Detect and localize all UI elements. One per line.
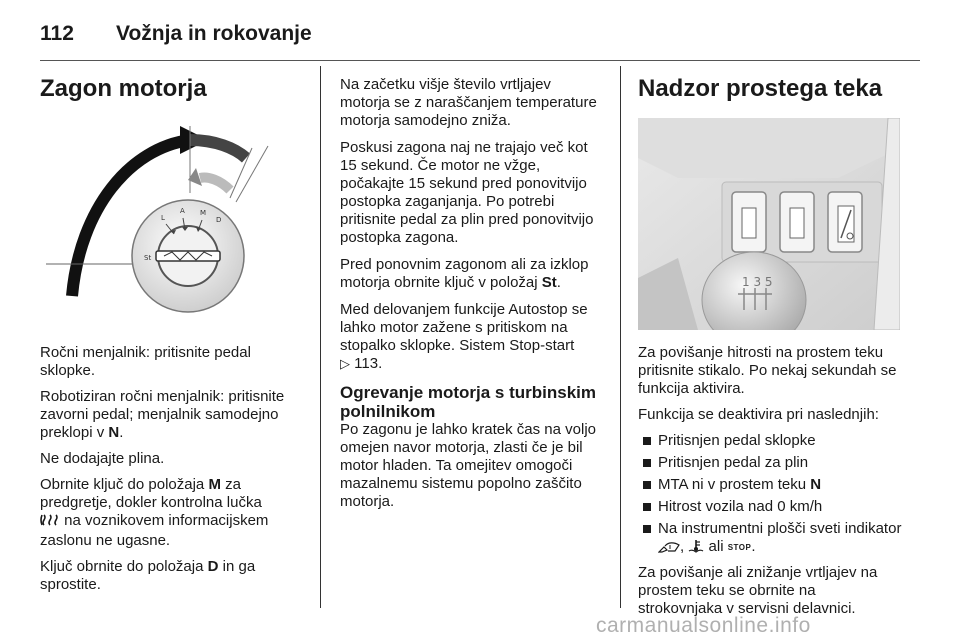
page-header <box>40 18 920 58</box>
section-title-idle-control: Nadzor prostega teka <box>638 75 883 102</box>
page-number: 112 <box>40 22 74 45</box>
header-divider <box>40 60 920 61</box>
switch-panel-svg <box>638 118 900 330</box>
key-position-n: N <box>108 424 120 441</box>
paragraph-start-attempts: Poskusi zagona naj ne trajajo več kot 15 sekund. Če motor ne vžge, počakajte 15 sekund pred ponovitvijo postopka zaganjanja. Po potrebi pritisnite pedal za plin pred ponovitvijo postopka zagona. <box>340 139 594 246</box>
deactivation-conditions-list <box>638 432 902 558</box>
coolant-temperature-icon <box>688 539 704 558</box>
column-engine-start-continued <box>340 76 604 520</box>
ignition-key-diagram <box>40 118 302 330</box>
svg-text:L: L <box>161 214 165 222</box>
subsection-title-turbo-warmup: Ogrevanje motorja s turbinskim polnilnikom <box>340 383 597 421</box>
svg-text:M: M <box>200 209 207 217</box>
stop-icon: STOP <box>727 543 752 552</box>
paragraph-autostop: Med delovanjem funkcije Autostop se lahko motor zažene s pritiskom na stopalko sklopke. Sistem Stop-start ▷ 113. <box>340 301 588 372</box>
section-title-engine-start: Zagon motorja <box>40 75 207 102</box>
column-divider-2 <box>620 66 621 608</box>
watermark: carmanualsonline.info <box>596 614 811 637</box>
key-position-d: D <box>207 558 219 575</box>
paragraph-release-key: Ključ obrnite do položaja D in ga sprostite. <box>40 558 256 593</box>
glow-plug-icon <box>40 513 60 532</box>
svg-text:A: A <box>180 207 185 215</box>
reference-arrow-icon: ▷ <box>340 356 350 371</box>
paragraph-preheat: Obrnite ključ do položaja M za predgretje, dokler kontrolna lučka na voznikovem informacijskem zaslonu ne ugasne. <box>40 476 269 549</box>
bullet-square-icon <box>643 437 651 445</box>
key-position-m: M <box>208 476 221 493</box>
column-divider-1 <box>320 66 321 608</box>
bullet-square-icon <box>643 459 651 467</box>
paragraph-adjust-idle: Za povišanje ali znižanje vrtljajev na prostem teku se obrnite na strokovnjaka v servisni delavnici. <box>638 564 878 617</box>
paragraph-turbo-warmup: Po zagonu je lahko kratek čas na voljo omejen navor motorja, zlasti če je bil motor hladen. Ta omejitev omogoči mazalnemu sistemu popolno zaščito motorja. <box>340 421 596 510</box>
gear-position-n: N <box>810 476 822 493</box>
svg-text:St: St <box>144 254 152 262</box>
chapter-title: Vožnja in rokovanje <box>116 22 312 45</box>
paragraph-restart: Pred ponovnim zagonom ali za izklop motorja obrnite ključ v položaj St. <box>340 256 589 291</box>
paragraph-raise-idle: Za povišanje hitrosti na prostem teku pritisnite stikalo. Po nekaj sekundah se funkcija aktivira. <box>638 344 897 397</box>
idle-control-switch-panel <box>638 118 900 330</box>
list-item: Pritisnjen pedal za plin <box>638 454 902 472</box>
paragraph-idle-speed: Na začetku višje število vrtljajev motorja se z naraščanjem temperature motorja samodejno zniža. <box>340 76 597 129</box>
svg-text:D: D <box>216 216 222 224</box>
link-page-113[interactable]: 113. <box>354 355 383 372</box>
bullet-square-icon <box>643 503 651 511</box>
list-item: Pritisnjen pedal sklopke <box>638 432 902 450</box>
list-item: Na instrumentni plošči sveti indikator , ali STOP. <box>638 520 902 558</box>
svg-text:1 3 5: 1 3 5 <box>742 275 773 289</box>
column-idle-control <box>638 70 902 626</box>
paragraph-deactivation: Funkcija se deaktivira pri naslednjih: <box>638 406 879 423</box>
column-engine-start <box>40 70 304 602</box>
paragraph-manual-gearbox: Ročni menjalnik: pritisnite pedal sklopke. <box>40 344 251 379</box>
paragraph-no-throttle: Ne dodajajte plina. <box>40 450 165 467</box>
bullet-square-icon <box>643 525 651 533</box>
key-position-st: St <box>541 274 557 291</box>
service-wrench-icon <box>658 540 680 558</box>
list-item: MTA ni v prostem teku N <box>638 476 902 494</box>
bullet-square-icon <box>643 481 651 489</box>
ignition-diagram-svg <box>40 118 302 330</box>
paragraph-robotized-gearbox: Robotiziran ročni menjalnik: pritisnite zavorni pedal; menjalnik samodejno preklopi v N. <box>40 388 285 441</box>
list-item: Hitrost vozila nad 0 km/h <box>638 498 902 516</box>
